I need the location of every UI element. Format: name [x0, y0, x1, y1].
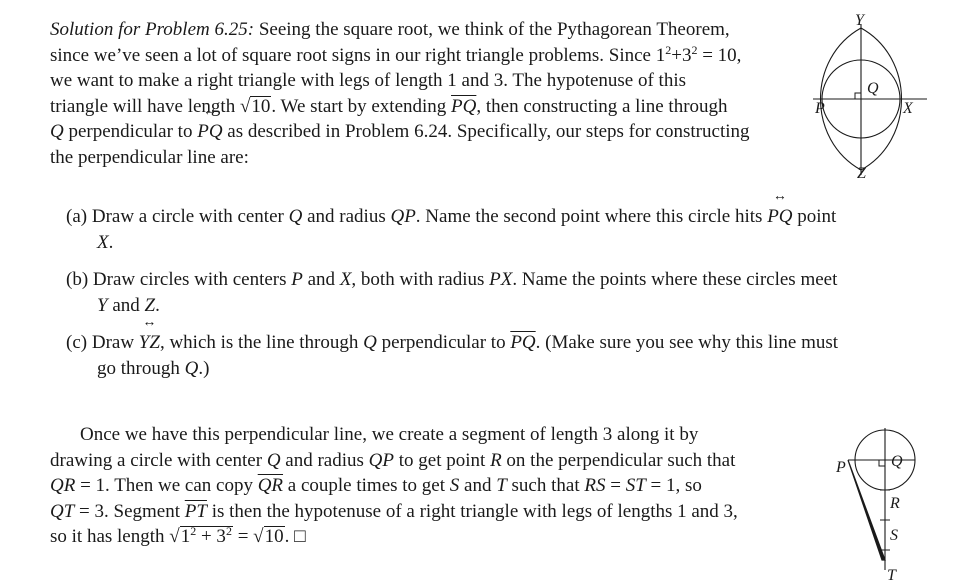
construction-figure-1 [805, 10, 935, 185]
text: since we’ve seen a lot of square root signs in our right triangle problems. Since 1 [50, 44, 666, 66]
para2-line-4 [50, 499, 738, 525]
label-s: S [890, 527, 898, 544]
para2-line-2 [50, 448, 735, 474]
segment-qt: QT [50, 500, 75, 522]
text: . [108, 231, 114, 253]
point-x: X [339, 269, 352, 290]
text: = 3. Segment [74, 500, 185, 522]
segment-pq: $\overline{PQ}$ [451, 95, 477, 117]
solution-line-6 [50, 145, 249, 171]
segment-qr-bar: $\overline{QR}$ [257, 475, 284, 496]
step-b [66, 267, 837, 318]
step-c [66, 330, 838, 381]
text: drawing a circle with center [50, 449, 267, 471]
label-r: R [890, 495, 900, 512]
solution-line-4: triangle will have length √10. We start by extending $\overline{PQ}$, then constructing a line through [50, 95, 728, 117]
text: as described in Problem 6.24. Specifically, our steps for constructing [222, 121, 750, 142]
line-pq: ↔ PQ [767, 204, 792, 230]
exponent: 2 [665, 42, 672, 57]
para2-line-5: so it has length $√1^2 + 3^2 = √10$. □ [50, 524, 306, 547]
text: , both with radius [351, 269, 490, 290]
right-angle-mark [879, 460, 885, 466]
text: and radius [280, 449, 369, 471]
text: 1 [180, 526, 191, 547]
text: on the perpendicular such that [501, 449, 736, 471]
segment-px: PX [489, 269, 513, 290]
text: a couple times to get [283, 475, 450, 496]
text: so it has length [50, 526, 170, 547]
text: such that [506, 475, 585, 496]
point-r: R [490, 449, 502, 471]
solution-line-1 [50, 17, 730, 43]
solution-line-5 [50, 119, 750, 145]
point-x: X [97, 231, 109, 253]
label-z: Z [857, 165, 866, 182]
text: . (Make sure you see why this line must [535, 332, 839, 353]
text: . Name the second point where this circle hits [415, 206, 768, 227]
right-angle-mark [855, 93, 861, 99]
text: . [155, 294, 160, 316]
sqrt-radicand [180, 526, 233, 547]
hypotenuse-pt [848, 460, 885, 560]
label-x: X [903, 100, 913, 117]
label-q: Q [867, 80, 879, 97]
point-q: Q [184, 357, 199, 379]
construction-figure-2 [830, 420, 940, 585]
text: perpendicular to [63, 121, 198, 142]
point-q: Q [50, 121, 64, 142]
text: Draw circles with centers [92, 269, 292, 290]
segment-qp: QP [390, 206, 416, 227]
point-p: P [291, 269, 303, 290]
segment-qp: QP [368, 449, 394, 471]
text: is then the hypotenuse of a right triangle with legs of lengths 1 and 3, [206, 500, 738, 522]
segment-rs: RS [584, 475, 606, 496]
solution-heading: Solution for Problem 6.25: [50, 19, 255, 40]
text: we want to make a right triangle with legs of length 1 and 3. The hypotenuse of this [50, 70, 687, 91]
point-z: Z [144, 294, 156, 316]
text: = [232, 526, 254, 547]
text: triangle will have length [50, 95, 240, 117]
point-t: T [496, 475, 507, 496]
text: to get point [394, 449, 491, 471]
text: = [605, 475, 626, 496]
text: and radius [302, 206, 391, 227]
segment-qr: QR [50, 475, 76, 496]
text: and [302, 269, 340, 290]
step-label: (c) [66, 332, 88, 353]
exponent: 2 [190, 524, 197, 538]
text: + 3 [196, 526, 226, 547]
exponent: 2 [691, 42, 698, 57]
point-q: Q [288, 206, 303, 227]
segment-pt: $\overline{PT}$ [184, 500, 207, 522]
text: . [284, 526, 290, 547]
text: = 10, [697, 44, 742, 66]
point-q: Q [363, 332, 377, 353]
text: go through [97, 357, 185, 379]
sqrt-radicand: 10 [264, 526, 284, 547]
segment-st: ST [625, 475, 646, 496]
label-t: T [887, 567, 896, 584]
sqrt-radicand: 10 [251, 95, 271, 117]
text: . We start by extending [271, 95, 452, 117]
step-a [66, 204, 836, 255]
point-q: Q [266, 449, 281, 471]
text: . Name the points where these circles meet [512, 269, 838, 290]
point-s: S [449, 475, 460, 496]
solution-line-3 [50, 68, 686, 94]
segment-pq: $\overline{PQ}$ [510, 332, 536, 353]
line-yz: ↔ YZ [139, 330, 160, 356]
text: Once we have this perpendicular line, we create a segment of length 3 along it by [80, 424, 699, 445]
text: .) [198, 357, 210, 379]
text: Seeing the square root, we think of the Pythagorean Theorem, [258, 19, 730, 40]
text: = 1, so [645, 475, 702, 496]
solution-line-2 [50, 43, 741, 69]
qed-square-icon: □ [294, 526, 306, 547]
text: the perpendicular line are: [50, 146, 249, 168]
text: perpendicular to [376, 332, 511, 353]
text: Draw [91, 332, 139, 353]
text: Draw a circle with center [91, 206, 289, 227]
line-pq: ↔ PQ [197, 119, 222, 145]
text: and [459, 475, 497, 496]
point-y: Y [97, 294, 108, 316]
step-label: (b) [66, 269, 89, 290]
label-y: Y [855, 12, 864, 29]
step-label: (a) [66, 206, 88, 227]
label-p: P [836, 459, 846, 476]
text: , which is the line through [159, 332, 364, 353]
label-q: Q [891, 453, 903, 470]
para2-line-1 [80, 422, 698, 448]
text: , then constructing a line through [476, 95, 728, 117]
text: point [792, 206, 837, 227]
para2-line-3 [50, 473, 702, 499]
label-p: P [815, 100, 825, 117]
text: +3 [671, 44, 692, 66]
text: and [107, 294, 145, 316]
exponent: 2 [225, 524, 232, 538]
text: = 1. Then we can copy [75, 475, 258, 496]
